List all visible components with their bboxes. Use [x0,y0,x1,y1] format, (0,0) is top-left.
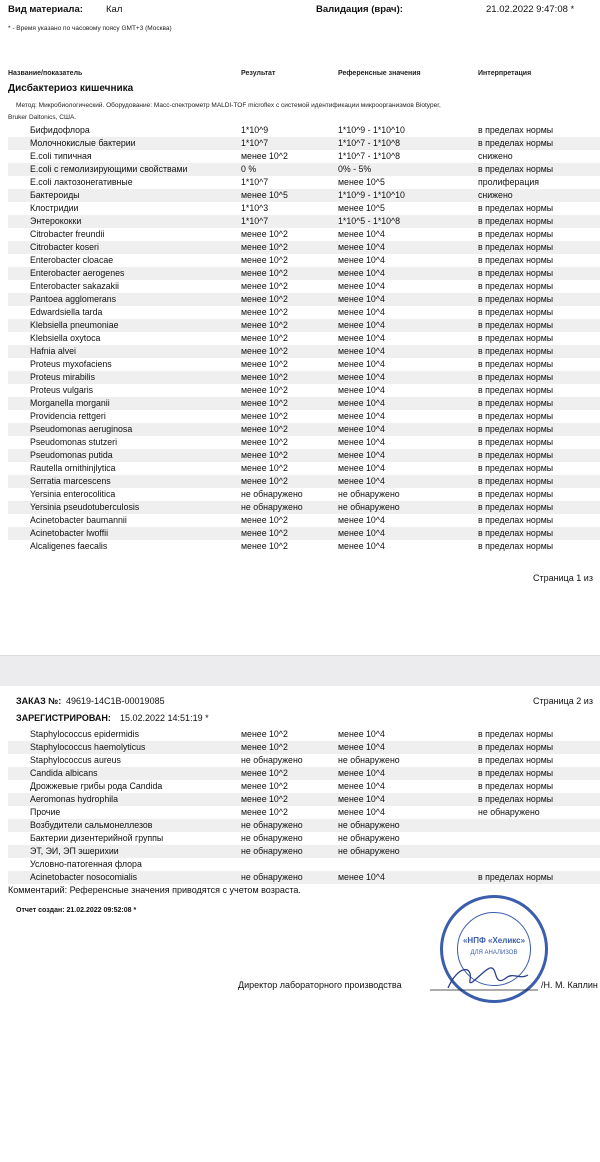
row-name: Acinetobacter baumannii [30,515,127,525]
row-result: не обнаружено [241,872,303,882]
row-interpretation: в пределах нормы [478,489,554,499]
table-row [8,397,600,410]
column-header-result: Результат [241,70,276,77]
row-name: ЭТ, ЭИ, ЭП эшерихии [30,846,119,856]
row-interpretation: в пределах нормы [478,450,554,460]
table-row [8,189,600,202]
row-interpretation: в пределах нормы [478,398,554,408]
row-name: Клостридии [30,203,79,213]
order-label: ЗАКАЗ №: [16,696,62,706]
row-result: 1*10^3 [241,203,269,213]
table-row [8,241,600,254]
row-interpretation: в пределах нормы [478,203,554,213]
row-reference: менее 10^4 [338,359,385,369]
table-row [8,306,600,319]
lab-stamp-subtext: ДЛЯ АНАЛИЗОВ [470,950,518,956]
row-name: Alcaligenes faecalis [30,541,108,551]
row-interpretation: в пределах нормы [478,164,554,174]
row-interpretation: в пределах нормы [478,333,554,343]
row-name: Энтерококки [30,216,82,226]
row-result: менее 10^2 [241,320,288,330]
row-interpretation: в пределах нормы [478,742,554,752]
row-interpretation: в пределах нормы [478,424,554,434]
row-name: E.coli лактозонегативные [30,177,133,187]
material-label: Вид материала: [8,4,83,15]
table-row [8,319,600,332]
row-interpretation: в пределах нормы [478,255,554,265]
row-reference: менее 10^4 [338,372,385,382]
row-result: менее 10^2 [241,229,288,239]
page-separator [0,655,600,687]
row-name: Edwardsiella tarda [30,307,103,317]
table-row [8,358,600,371]
timezone-note: * - Время указано по часовому поясу GMT+3 (Москва) [8,25,172,32]
row-name: E.coli типичная [30,151,92,161]
row-name: Proteus myxofaciens [30,359,112,369]
row-result: менее 10^2 [241,437,288,447]
row-name: Staphylococcus haemolyticus [30,742,146,752]
row-interpretation: в пределах нормы [478,476,554,486]
row-result: менее 10^5 [241,190,288,200]
table-row [8,462,600,475]
row-result: менее 10^2 [241,346,288,356]
table-row [8,540,600,553]
row-name: Бактерии дизентерийной группы [30,833,164,843]
row-result: менее 10^2 [241,515,288,525]
table-row [8,137,600,150]
row-name: Молочнокислые бактерии [30,138,136,148]
row-interpretation: пролиферация [478,177,540,187]
row-name: Pseudomonas aeruginosa [30,424,133,434]
row-name: Morganella morganii [30,398,110,408]
row-result: менее 10^2 [241,333,288,343]
row-name: Candida albicans [30,768,98,778]
row-reference: менее 10^4 [338,463,385,473]
table-row [8,793,600,806]
row-interpretation: в пределах нормы [478,268,554,278]
row-name: Enterobacter cloacae [30,255,114,265]
row-interpretation: в пределах нормы [478,216,554,226]
row-result: менее 10^2 [241,268,288,278]
row-reference: менее 10^4 [338,346,385,356]
row-interpretation: в пределах нормы [478,229,554,239]
row-name: Proteus vulgaris [30,385,94,395]
row-reference: менее 10^4 [338,437,385,447]
row-name: E.coli с гемолизирующими свойствами [30,164,188,174]
row-reference: не обнаружено [338,846,400,856]
row-reference: менее 10^5 [338,177,385,187]
row-interpretation: в пределах нормы [478,385,554,395]
validation-label: Валидация (врач): [316,4,403,15]
row-result: менее 10^2 [241,463,288,473]
row-reference: менее 10^4 [338,781,385,791]
row-interpretation: в пределах нормы [478,528,554,538]
row-reference: менее 10^4 [338,794,385,804]
table-row [8,280,600,293]
row-reference: менее 10^4 [338,255,385,265]
table-row [8,150,600,163]
row-reference: менее 10^4 [338,729,385,739]
row-result: менее 10^2 [241,294,288,304]
row-interpretation: в пределах нормы [478,729,554,739]
row-name: Возбудители сальмонеллезов [30,820,153,830]
row-result: 0 % [241,164,257,174]
table-row [8,124,600,137]
row-interpretation: в пределах нормы [478,794,554,804]
row-interpretation: в пределах нормы [478,411,554,421]
method-text-cont: Bruker Daltonics, США. [8,114,77,121]
row-reference: менее 10^4 [338,528,385,538]
row-result: менее 10^2 [241,411,288,421]
row-interpretation: в пределах нормы [478,872,554,882]
row-interpretation: в пределах нормы [478,372,554,382]
row-result: менее 10^2 [241,385,288,395]
row-name: Бактероиды [30,190,80,200]
row-reference: менее 10^4 [338,742,385,752]
row-result: не обнаружено [241,846,303,856]
table-row [8,871,600,884]
row-interpretation: снижено [478,151,513,161]
row-reference: не обнаружено [338,755,400,765]
table-row [8,267,600,280]
table-row [8,384,600,397]
row-name: Citrobacter freundii [30,229,105,239]
table-row [8,819,600,832]
table-row [8,228,600,241]
row-reference: 1*10^9 - 1*10^10 [338,125,405,135]
row-interpretation: снижено [478,190,513,200]
row-reference: менее 10^5 [338,203,385,213]
page-number-1: Страница 1 из [533,573,593,583]
row-name: Rautella ornithinjlytica [30,463,116,473]
row-interpretation: в пределах нормы [478,125,554,135]
row-reference: 0% - 5% [338,164,372,174]
row-result: не обнаружено [241,820,303,830]
row-result: менее 10^2 [241,359,288,369]
row-result: менее 10^2 [241,528,288,538]
row-name: Enterobacter sakazakii [30,281,119,291]
row-interpretation: в пределах нормы [478,281,554,291]
row-reference: не обнаружено [338,833,400,843]
row-interpretation: в пределах нормы [478,359,554,369]
row-reference: менее 10^4 [338,768,385,778]
row-result: 1*10^7 [241,216,269,226]
row-name: Acinetobacter nosocomialis [30,872,138,882]
row-interpretation: в пределах нормы [478,242,554,252]
row-name: Aeromonas hydrophila [30,794,119,804]
row-reference: 1*10^5 - 1*10^8 [338,216,401,226]
row-interpretation: в пределах нормы [478,515,554,525]
row-name: Pantoea agglomerans [30,294,117,304]
method-text: Метод: Микробиологический. Оборудование: Масс-спектрометр MALDI-TOF microflex с системой идентификации микроорганизмов Biotyper, [16,102,441,109]
registered-label: ЗАРЕГИСТРИРОВАН: [16,713,111,723]
row-reference: 1*10^9 - 1*10^10 [338,190,405,200]
row-reference: менее 10^4 [338,385,385,395]
row-result: 1*10^9 [241,125,269,135]
row-result: менее 10^2 [241,541,288,551]
row-result: менее 10^2 [241,372,288,382]
row-name: Staphylococcus epidermidis [30,729,140,739]
row-interpretation: в пределах нормы [478,320,554,330]
row-name: Дрожжевые грибы рода Candida [30,781,163,791]
row-interpretation: в пределах нормы [478,502,554,512]
table-row [8,728,600,741]
row-name: Proteus mirabilis [30,372,96,382]
row-name: Pseudomonas putida [30,450,113,460]
column-header-reference: Референсные значения [338,70,421,77]
row-name: Providencia rettgeri [30,411,106,421]
row-name: Прочие [30,807,61,817]
signature-title: Директор лабораторного производства [238,980,402,990]
row-interpretation: в пределах нормы [478,138,554,148]
row-reference: менее 10^4 [338,268,385,278]
row-reference: менее 10^4 [338,541,385,551]
row-reference: менее 10^4 [338,872,385,882]
row-result: менее 10^2 [241,242,288,252]
row-result: менее 10^2 [241,307,288,317]
table-row [8,449,600,462]
table-row [8,832,600,845]
row-result: менее 10^2 [241,768,288,778]
row-reference: менее 10^4 [338,411,385,421]
column-header-name: Название/показатель [8,70,83,77]
row-reference: менее 10^4 [338,229,385,239]
comment-text: Комментарий: Референсные значения приводятся с учетом возраста. [8,885,301,895]
row-reference: менее 10^4 [338,515,385,525]
table-row [8,767,600,780]
table-row [8,202,600,215]
row-name: Yersinia pseudotuberculosis [30,502,140,512]
table-row [8,780,600,793]
row-result: не обнаружено [241,502,303,512]
table-row [8,163,600,176]
table-row [8,475,600,488]
row-name: Staphylococcus aureus [30,755,121,765]
row-name: Pseudomonas stutzeri [30,437,118,447]
row-result: не обнаружено [241,489,303,499]
row-interpretation: не обнаружено [478,807,540,817]
table-row [8,488,600,501]
row-result: менее 10^2 [241,729,288,739]
row-name: Yersinia enterocolitica [30,489,116,499]
row-result: менее 10^2 [241,794,288,804]
row-reference: 1*10^7 - 1*10^8 [338,138,401,148]
table-row [8,332,600,345]
row-result: 1*10^7 [241,138,269,148]
table-row [8,806,600,819]
section-title: Дисбактериоз кишечника [8,83,134,94]
lab-stamp-text: «НПФ «Хеликс» [462,936,526,945]
row-name: Условно-патогенная флора [30,859,142,869]
page-number-2: Страница 2 из [533,696,593,706]
table-row [8,741,600,754]
row-reference: менее 10^4 [338,242,385,252]
signature-name: /Н. М. Каплин [541,980,598,990]
row-result: менее 10^2 [241,424,288,434]
report-created: Отчет создан: 21.02.2022 09:52:08 * [16,907,137,914]
row-interpretation: в пределах нормы [478,294,554,304]
row-reference: менее 10^4 [338,424,385,434]
table-row [8,527,600,540]
row-reference: не обнаружено [338,502,400,512]
row-reference: менее 10^4 [338,294,385,304]
row-reference: не обнаружено [338,489,400,499]
registered-value: 15.02.2022 14:51:19 * [120,713,209,723]
row-interpretation: в пределах нормы [478,307,554,317]
column-header-interpretation: Интерпретация [478,70,532,77]
row-name: Enterobacter aerogenes [30,268,125,278]
row-name: Acinetobacter lwoffii [30,528,109,538]
row-reference: менее 10^4 [338,307,385,317]
row-interpretation: в пределах нормы [478,541,554,551]
row-result: менее 10^2 [241,398,288,408]
table-row [8,845,600,858]
table-row [8,176,600,189]
row-name: Citrobacter koseri [30,242,99,252]
row-interpretation: в пределах нормы [478,346,554,356]
row-reference: менее 10^4 [338,333,385,343]
table-row [8,423,600,436]
row-result: не обнаружено [241,755,303,765]
row-name: Бифидофлора [30,125,90,135]
validation-value: 21.02.2022 9:47:08 * [486,4,575,15]
row-name: Klebsiella pneumoniae [30,320,119,330]
row-reference: не обнаружено [338,820,400,830]
row-reference: менее 10^4 [338,476,385,486]
signature-scribble [428,960,543,998]
table-row [8,345,600,358]
row-interpretation: в пределах нормы [478,463,554,473]
table-row [8,410,600,423]
row-interpretation: в пределах нормы [478,755,554,765]
material-value: Кал [106,4,123,15]
row-name: Serratia marcescens [30,476,111,486]
table-row [8,371,600,384]
row-reference: менее 10^4 [338,320,385,330]
row-interpretation: в пределах нормы [478,781,554,791]
row-interpretation: в пределах нормы [478,768,554,778]
row-result: менее 10^2 [241,781,288,791]
row-result: не обнаружено [241,833,303,843]
row-reference: менее 10^4 [338,281,385,291]
table-row [8,754,600,767]
table-row [8,436,600,449]
table-row [8,514,600,527]
row-reference: 1*10^7 - 1*10^8 [338,151,401,161]
row-result: 1*10^7 [241,177,269,187]
order-number: 49619-14C1B-00019085 [66,696,165,706]
row-result: менее 10^2 [241,151,288,161]
row-result: менее 10^2 [241,255,288,265]
row-name: Hafnia alvei [30,346,76,356]
row-result: менее 10^2 [241,450,288,460]
row-reference: менее 10^4 [338,450,385,460]
row-result: менее 10^2 [241,807,288,817]
table-row [8,254,600,267]
row-reference: менее 10^4 [338,807,385,817]
row-interpretation: в пределах нормы [478,437,554,447]
row-result: менее 10^2 [241,476,288,486]
row-result: менее 10^2 [241,742,288,752]
row-result: менее 10^2 [241,281,288,291]
table-row [8,215,600,228]
row-reference: менее 10^4 [338,398,385,408]
table-row [8,293,600,306]
table-row [8,501,600,514]
row-name: Klebsiella oxytoca [30,333,101,343]
table-row [8,858,600,871]
